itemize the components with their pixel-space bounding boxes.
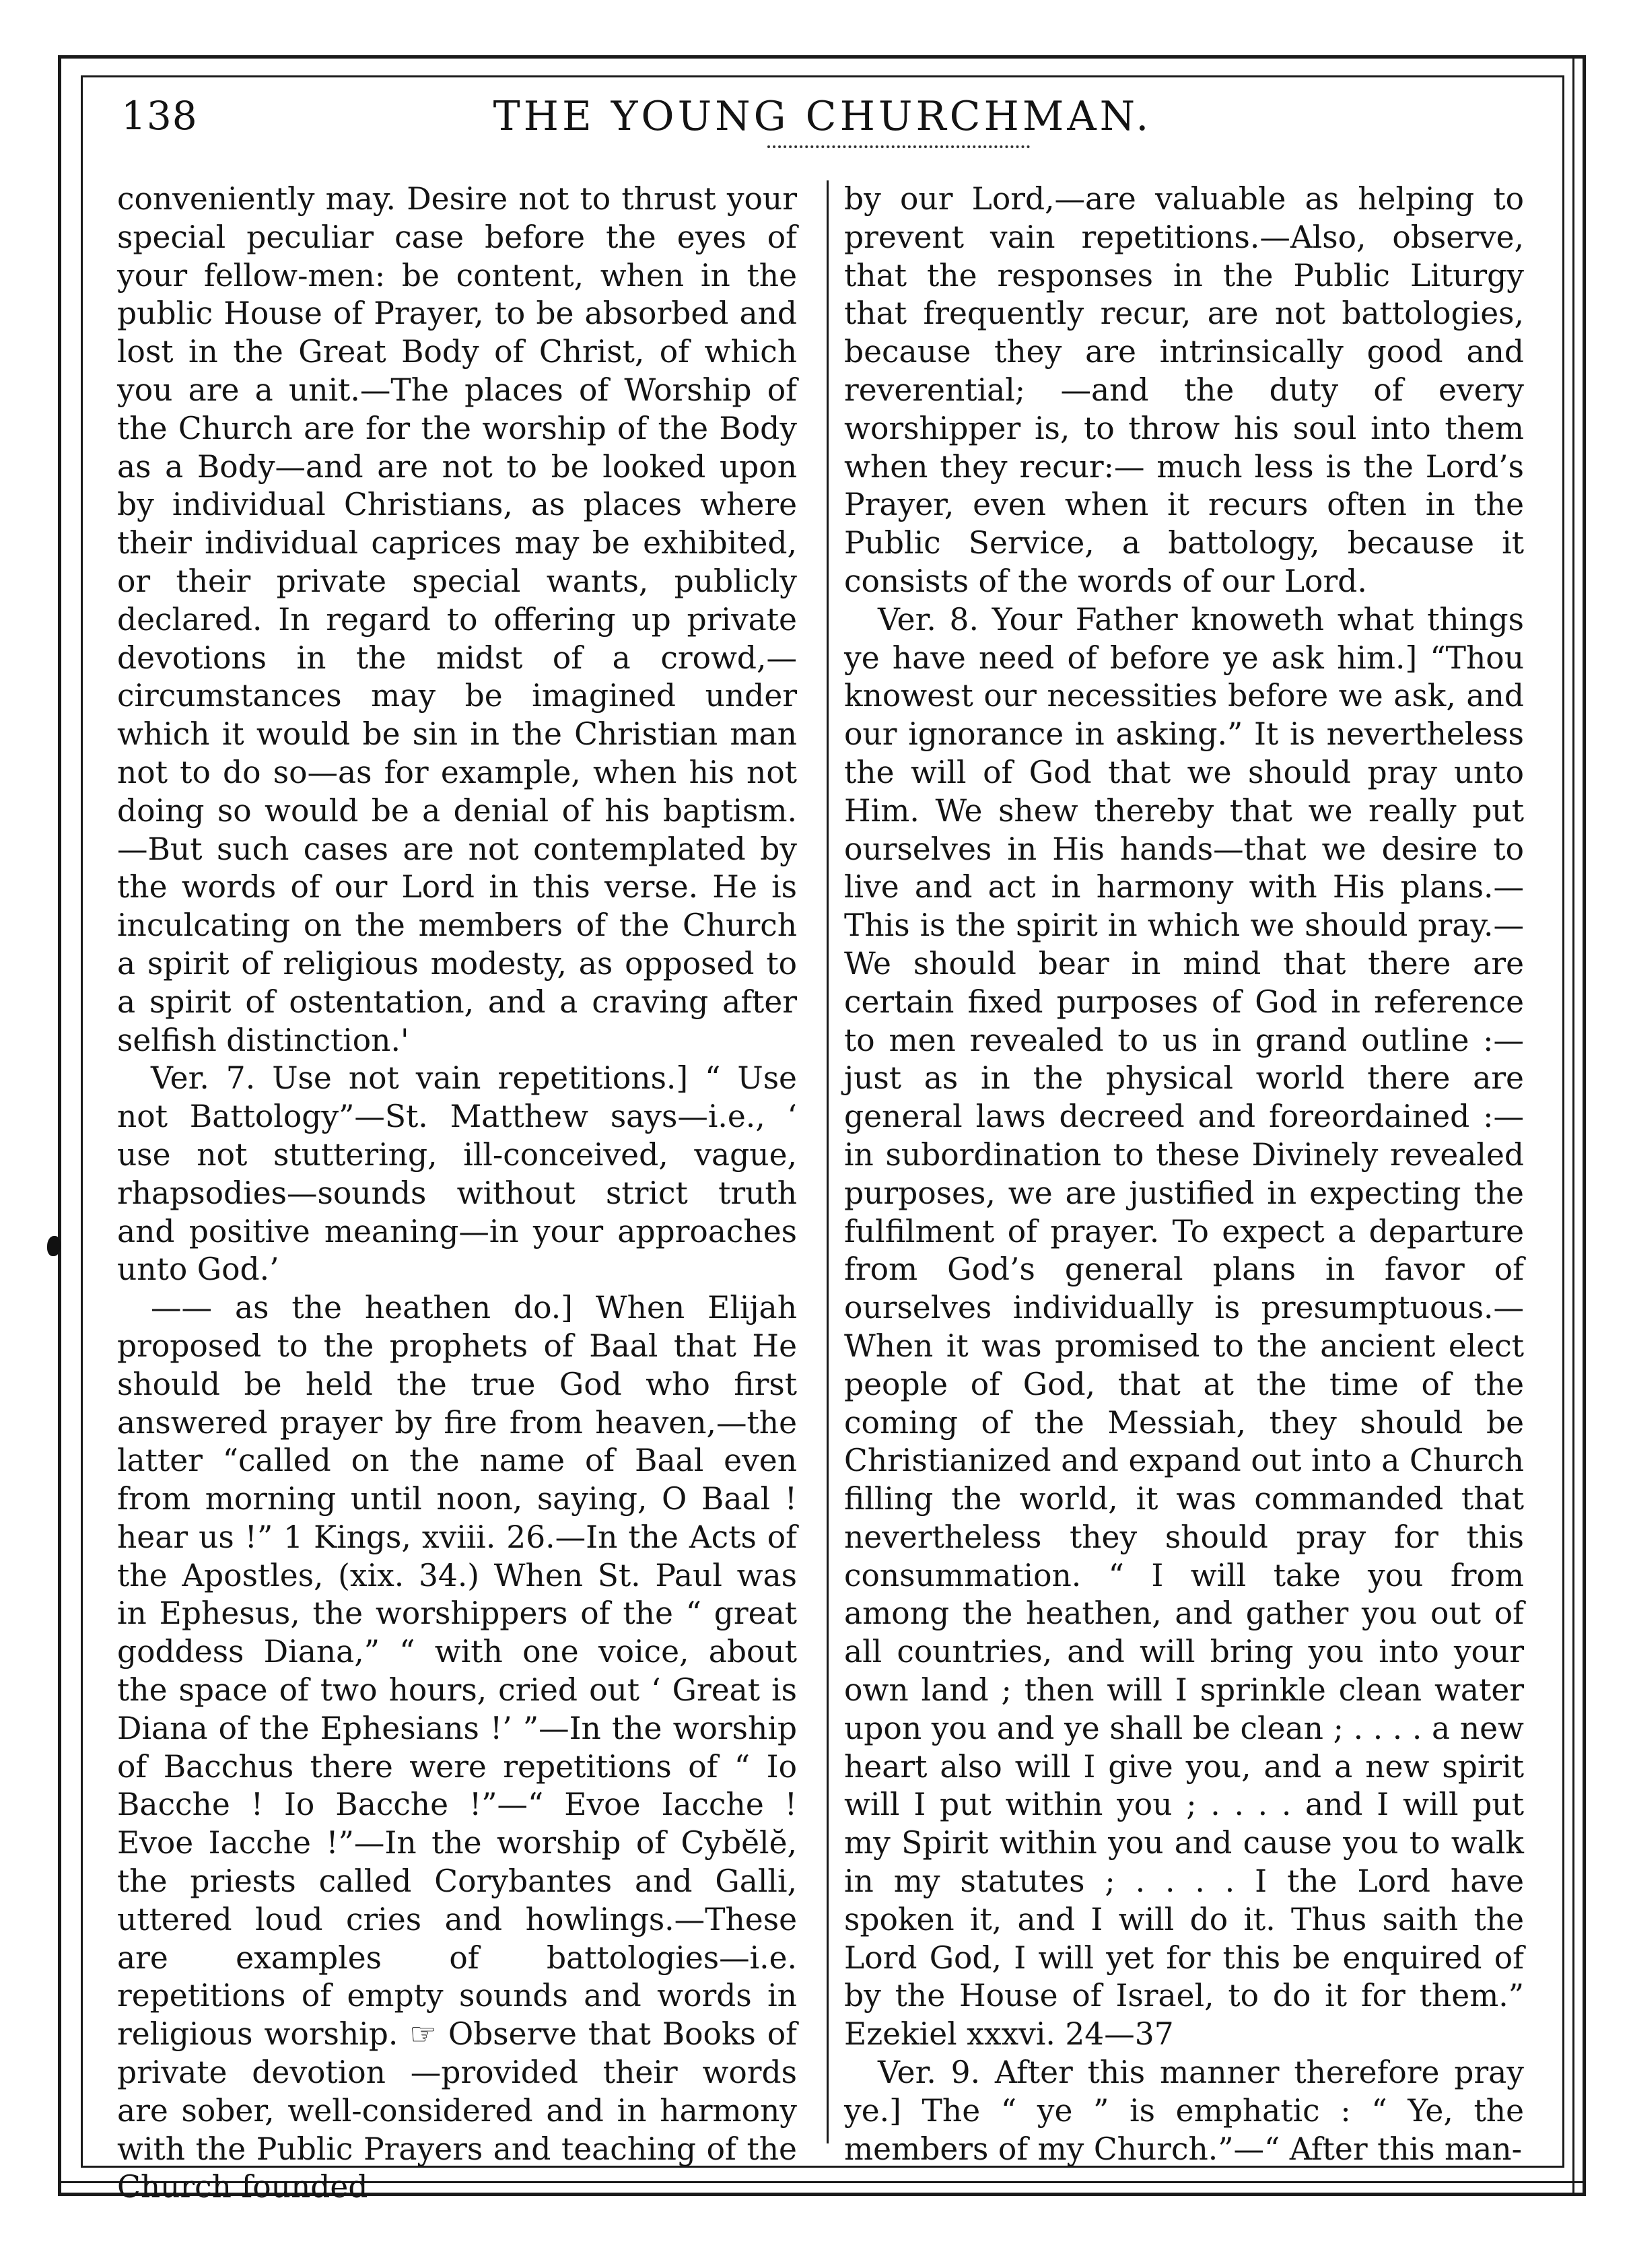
paragraph-verse-7: Ver. 7. Use not vain repetitions.] “ Use not Battology”—St. Matthew says—i.e., ‘ use not stuttering, ill-conceived, vague, rhapsodies—sounds without strict truth and positive meaning—in your approaches unto God.’ <box>117 1060 797 1288</box>
page-header <box>81 81 1564 155</box>
paragraph-verse-9: Ver. 9. After this manner therefore pray ye.] The “ ye ” is emphatic : “ Ye, the members of my Church.”—“ After this man- <box>844 2055 1524 2167</box>
paragraph-liturgy: by our Lord,—are valuable as helping to prevent vain repetitions.—Also, observe, that the responses in the Public Liturgy that frequently recur, are not battologies, because they are intrinsically good and reverential; —and the duty of every worshipper is, to throw his soul into them when they recur:— much less is the Lord’s Prayer, even when it recurs often in the Public Service, a battology, because it consists of the words of our Lord. <box>844 181 1524 599</box>
page-number: 138 <box>121 93 198 139</box>
ink-blot-mark <box>47 1236 61 1256</box>
right-column <box>844 180 1524 2168</box>
paragraph-verse-8: Ver. 8. Your Father knoweth what things ye have need of before ye ask him.] “Thou knowest our necessities before we ask, and our ignorance in asking.” It is nevertheless the will of God that we should pray unto Him. We shew thereby that we really put ourselves in His hands—that we desire to live and act in harmony with His plans.—This is the spirit in which we should pray.—We should bear in mind that there are certain fixed purposes of God in reference to men revealed to us in grand outline :—just as in the physical world there are general laws decreed and foreordained :—in subordination to these Divinely revealed purposes, we are justified in expecting the fulfilment of prayer. To expect a departure from God’s general plans in favor of ourselves individually is presumptuous.— When it was promised to the ancient elect people of God, that at the time of the coming of the Messiah, they should be Christianized and expand out into a Church filling the world, it was commanded that nevertheless they should pray for this consummation. “ I will take you from among the heathen, and gather you out of all countries, and will bring you into your own land ; then will I sprinkle clean water upon you and ye shall be clean ; . . . . a new heart also will I give you, and a new spirit will I put within you ; . . . . and I will put my Spirit within you and cause you to walk in my statutes ; . . . . I the Lord have spoken it, and I will do it. Thus saith the Lord God, I will yet for this be enquired of by the House of Israel, to do it for them.” Ezekiel xxxvi. 24—37 <box>844 601 1524 2053</box>
column-divider <box>827 180 829 2143</box>
page-border-right-edge <box>1572 55 1582 2196</box>
paragraph-continued: conveniently may. Desire not to thrust your special peculiar case before the eyes of your fellow-men: be content, when in the public House of Prayer, to be absorbed and lost in the Great Body of Christ, of which you are a unit.—The places of Worship of the Church are for the worship of the Body as a Body—and are not to be looked upon by individual Christians, as places where their individual caprices may be exhibited, or their private special wants, publicly declared. In regard to offering up private devotions in the midst of a crowd,—circumstances may be imagined under which it would be sin in the Christian man not to do so—as for example, when his not doing so would be a denial of his baptism.—But such cases are not contemplated by the words of our Lord in this verse. He is inculcating on the members of the Church a spirit of religious modesty, as opposed to a spirit of ostentation, and a craving after selfish distinction.' <box>117 181 797 1058</box>
header-ornament <box>767 145 1030 158</box>
left-column <box>117 180 797 2207</box>
paragraph-heathen: —— as the heathen do.] When Elijah proposed to the prophets of Baal that He should be held the true God who first answered prayer by fire from heaven,—the latter “called on the name of Baal even from morning until noon, saying, O Baal ! hear us !” 1 Kings, xviii. 26.—In the Acts of the Apostles, (xix. 34.) When St. Paul was in Ephesus, the worshippers of the “ great goddess Diana,” “ with one voice, about the space of two hours, cried out ‘ Great is Diana of the Ephesians !’ ”—In the worship of Bacchus there were repetitions of “ Io Bacche ! Io Bacche !”—“ Evoe Iacche ! Evoe Iacche !”—In the worship of Cybĕlĕ, the priests called Corybantes and Galli, uttered loud cries and howlings.—These are examples of battologies—i.e. repetitions of empty sounds and words in religious worship. ☞ Observe that Books of private devotion —provided their words are sober, well-considered and in harmony with the Public Prayers and teaching of the Church founded <box>117 1290 797 2205</box>
running-title: THE YOUNG CHURCHMAN. <box>493 93 1152 140</box>
